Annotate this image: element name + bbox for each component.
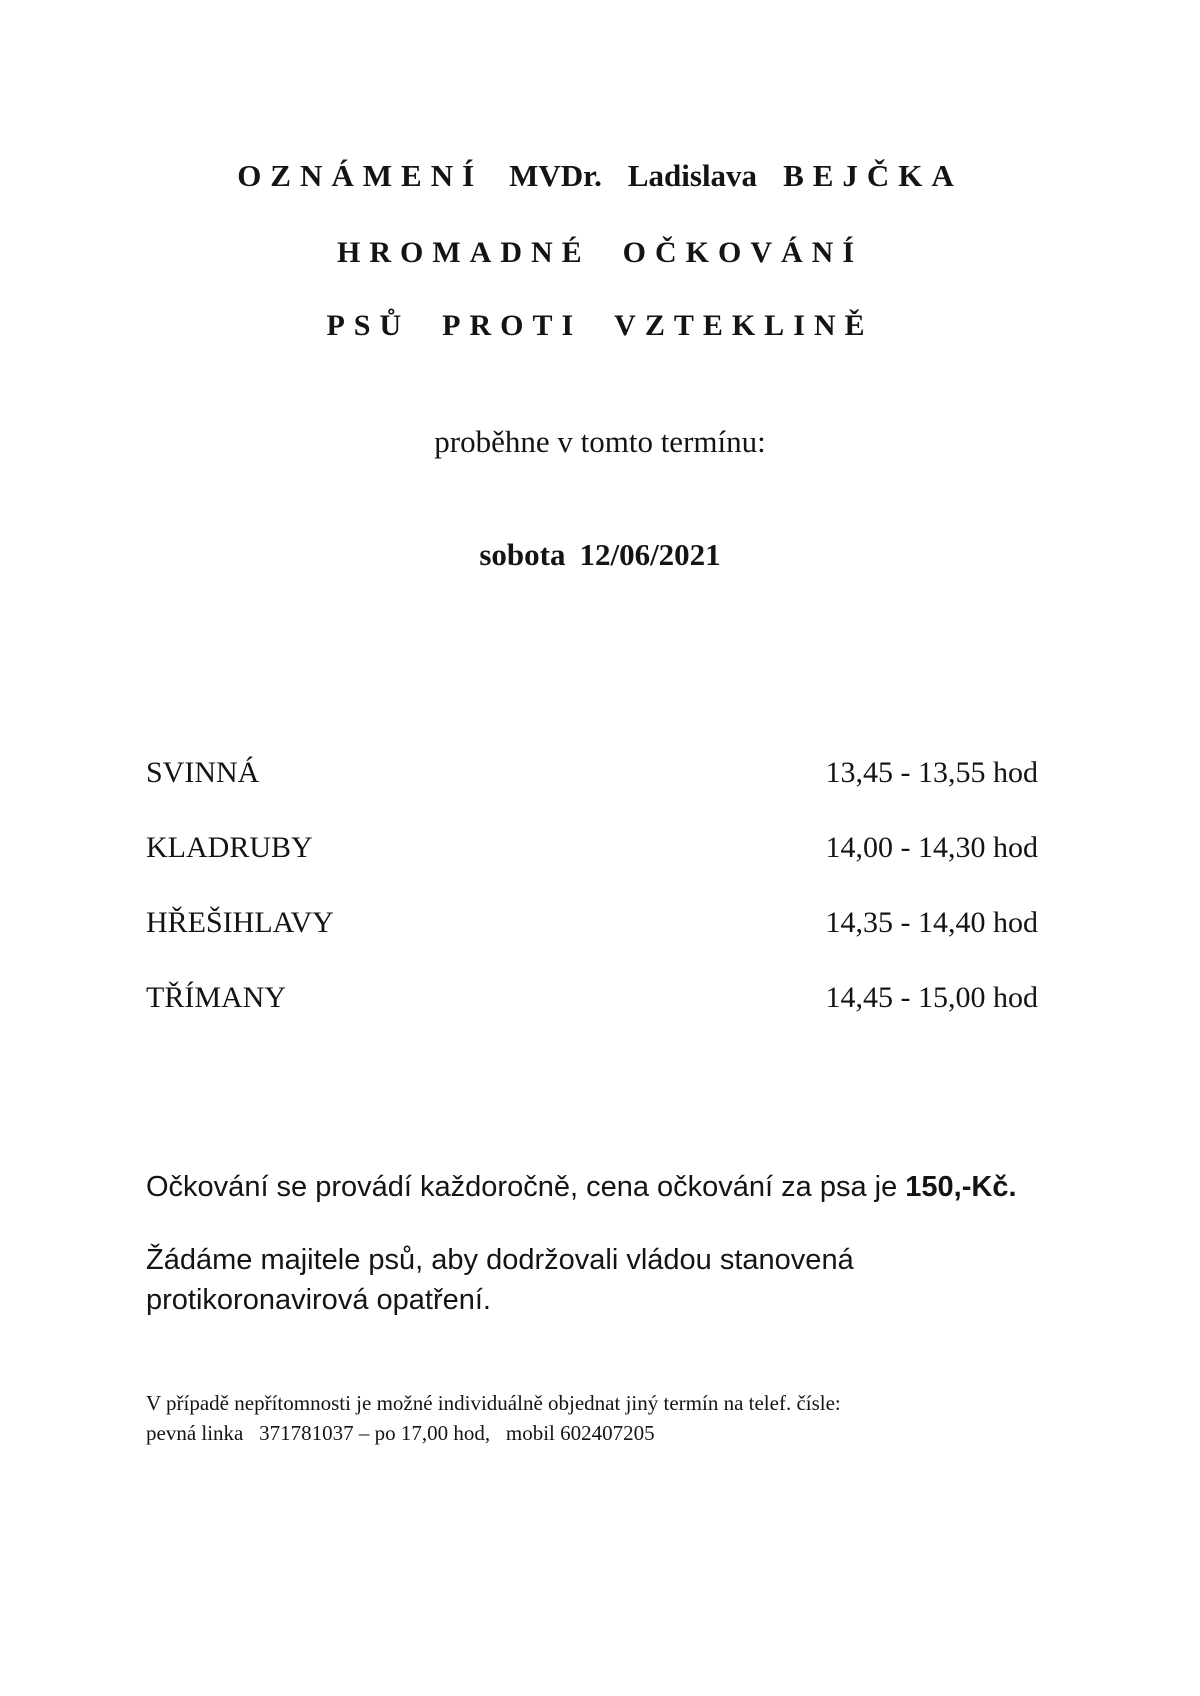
covid-note-line1: Žádáme majitele psů, aby dodržovali vládou stanovená: [146, 1244, 854, 1276]
event-day: sobota: [479, 537, 566, 572]
subtitle-word-mass: HROMADNÉ: [337, 236, 591, 269]
event-date: [0, 537, 1200, 573]
schedule-row-kladruby: [146, 831, 1038, 906]
schedule-place: KLADRUBY: [146, 831, 313, 864]
schedule-place: SVINNÁ: [146, 756, 260, 789]
schedule-time: 14,35 - 14,40 hod: [825, 906, 1038, 939]
vaccination-text: Očkování se provádí každoročně, cena očkování za psa je: [146, 1171, 898, 1203]
vaccination-price: 150,-Kč.: [905, 1171, 1017, 1203]
covid-measures-note: [146, 1240, 1106, 1320]
subtitle-word-rabies: VZTEKLINĚ: [614, 309, 874, 342]
event-date-value: 12/06/2021: [579, 537, 721, 572]
title-word-surname: BEJČKA: [783, 158, 963, 193]
contact-line1: V případě nepřítomnosti je možné individuálně objednat jiný termín na telef. čísle:: [146, 1391, 841, 1415]
covid-note-line2: protikoronavirová opatření.: [146, 1284, 491, 1316]
contact-info: [146, 1388, 1106, 1448]
title-word-announcement: OZNÁMENÍ: [237, 158, 484, 193]
schedule-row-hresihlavy: [146, 906, 1038, 981]
subtitle-word-dogs: PSŮ: [326, 309, 411, 342]
subtitle-mass-vaccination: [0, 236, 1200, 270]
title-word-firstname: Ladislava: [627, 158, 758, 193]
schedule-place: TŘÍMANY: [146, 981, 286, 1014]
intro-text: proběhne v tomto termínu:: [434, 424, 766, 459]
subtitle-word-against: PROTI: [442, 309, 583, 342]
title-word-degree: MVDr.: [509, 158, 602, 193]
schedule-row-trimany: [146, 981, 1038, 1056]
subtitle-word-vaccination: OČKOVÁNÍ: [622, 236, 863, 269]
announcement-title: [0, 158, 1200, 194]
vaccination-price-note: [146, 1167, 1106, 1207]
schedule-time: 14,45 - 15,00 hod: [825, 981, 1038, 1014]
schedule-list: [146, 756, 1038, 1056]
schedule-row-svinna: [146, 756, 1038, 831]
subtitle-rabies: [0, 309, 1200, 343]
schedule-time: 13,45 - 13,55 hod: [825, 756, 1038, 789]
contact-line2: pevná linka 371781037 – po 17,00 hod, mobil 602407205: [146, 1421, 655, 1445]
schedule-place: HŘEŠIHLAVY: [146, 906, 334, 939]
schedule-time: 14,00 - 14,30 hod: [825, 831, 1038, 864]
